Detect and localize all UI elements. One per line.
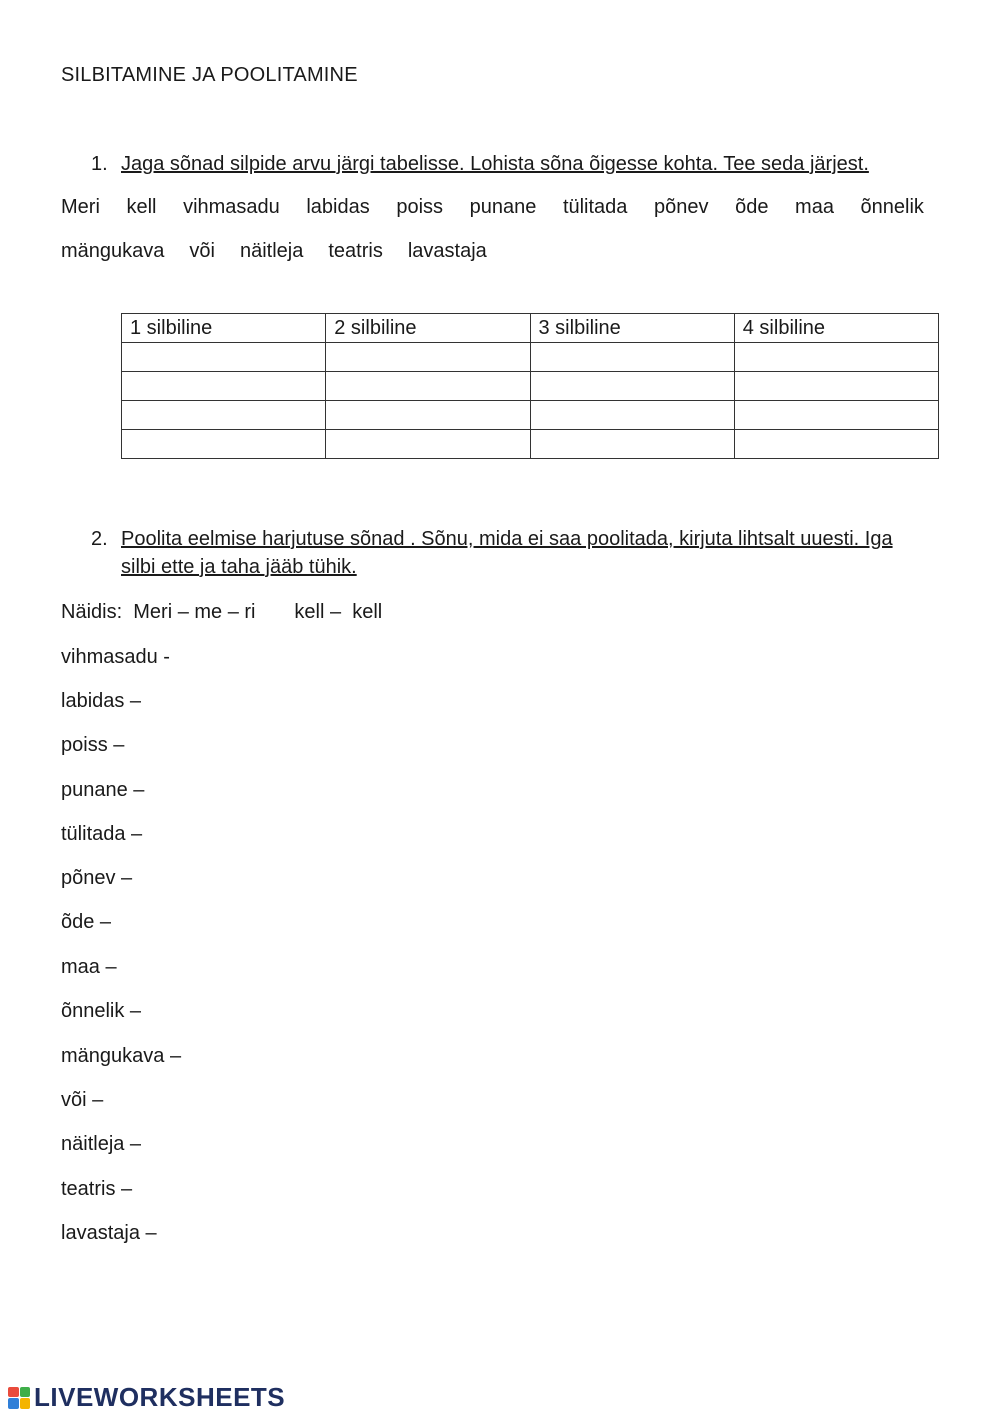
hyphenation-line[interactable]: teatris – (61, 1178, 133, 1200)
word-item[interactable]: või (189, 240, 215, 262)
word-item[interactable]: Meri (61, 196, 100, 218)
word-item[interactable]: mängukava (61, 240, 165, 262)
logo-mark-icon (8, 1387, 30, 1409)
word-item[interactable]: õnnelik (860, 196, 924, 218)
word-item[interactable]: näitleja (239, 240, 304, 262)
drop-cell[interactable] (530, 401, 734, 430)
drop-cell[interactable] (734, 372, 938, 401)
hyphenation-line[interactable]: või – (61, 1089, 104, 1111)
table-row (122, 372, 939, 401)
drop-cell[interactable] (122, 372, 326, 401)
drop-cell[interactable] (326, 372, 530, 401)
logo-square (20, 1398, 31, 1409)
word-item[interactable]: poiss (396, 196, 444, 218)
word-bank-line-1 (61, 196, 924, 219)
task-2-text: Poolita eelmise harjutuse sõnad . Sõnu, mida ei saa poolitada, kirjuta lihtsalt uuesti. Iga silbi ette ja taha jääb tühik. (121, 528, 893, 578)
hyphenation-line[interactable]: maa – (61, 956, 117, 978)
word-item[interactable]: põnev (654, 196, 709, 218)
word-item[interactable]: punane (469, 196, 537, 218)
page-title: SILBITAMINE JA POOLITAMINE (61, 64, 358, 86)
logo-square (8, 1387, 19, 1398)
word-item[interactable]: teatris (328, 240, 383, 262)
task-2-number: 2. (91, 528, 108, 550)
task-1-instruction (91, 150, 931, 178)
logo-square (20, 1387, 31, 1398)
column-header: 4 silbiline (734, 314, 938, 343)
hyphenation-line[interactable]: õde – (61, 911, 112, 933)
task-1-number: 1. (91, 153, 108, 175)
hyphenation-line[interactable]: õnnelik – (61, 1000, 142, 1022)
hyphenation-line[interactable]: näitleja – (61, 1133, 142, 1155)
logo-text: LIVEWORKSHEETS (34, 1382, 286, 1412)
drop-cell[interactable] (530, 430, 734, 459)
drop-cell[interactable] (326, 343, 530, 372)
column-header: 3 silbiline (530, 314, 734, 343)
word-item[interactable]: maa (795, 196, 834, 218)
word-item[interactable]: vihmasadu (183, 196, 280, 218)
drop-cell[interactable] (122, 430, 326, 459)
hyphenation-line[interactable]: labidas – (61, 690, 142, 712)
drop-cell[interactable] (122, 401, 326, 430)
word-item[interactable]: õde (735, 196, 769, 218)
task-1-text: Jaga sõnad silpide arvu järgi tabelisse. Lohista sõna õigesse kohta. Tee seda järjest. (121, 153, 869, 175)
word-bank-line-2 (61, 240, 512, 263)
word-item[interactable]: kell (126, 196, 157, 218)
task-2-instruction (91, 525, 921, 581)
table-row (122, 343, 939, 372)
column-header: 2 silbiline (326, 314, 530, 343)
word-item[interactable]: tülitada (562, 196, 628, 218)
hyphenation-line[interactable]: lavastaja – (61, 1222, 157, 1244)
drop-cell[interactable] (734, 430, 938, 459)
table-row (122, 401, 939, 430)
example-line: Näidis: Meri – me – ri kell – kell (61, 601, 383, 623)
drop-cell[interactable] (734, 401, 938, 430)
logo-square (8, 1398, 19, 1409)
drop-cell[interactable] (122, 343, 326, 372)
drop-cell[interactable] (734, 343, 938, 372)
drop-cell[interactable] (530, 343, 734, 372)
column-header: 1 silbiline (122, 314, 326, 343)
syllable-table (121, 313, 939, 459)
table-header-row (122, 314, 939, 343)
hyphenation-line[interactable]: põnev – (61, 867, 133, 889)
liveworksheets-logo (8, 1382, 285, 1413)
word-item[interactable]: labidas (306, 196, 370, 218)
drop-cell[interactable] (326, 430, 530, 459)
hyphenation-line[interactable]: tülitada – (61, 823, 143, 845)
drop-cell[interactable] (326, 401, 530, 430)
drop-cell[interactable] (530, 372, 734, 401)
hyphenation-line[interactable]: mängukava – (61, 1045, 182, 1067)
table-row (122, 430, 939, 459)
word-item[interactable]: lavastaja (407, 240, 487, 262)
hyphenation-line[interactable]: punane – (61, 779, 145, 801)
hyphenation-line[interactable]: vihmasadu - (61, 646, 170, 668)
hyphenation-line[interactable]: poiss – (61, 734, 125, 756)
